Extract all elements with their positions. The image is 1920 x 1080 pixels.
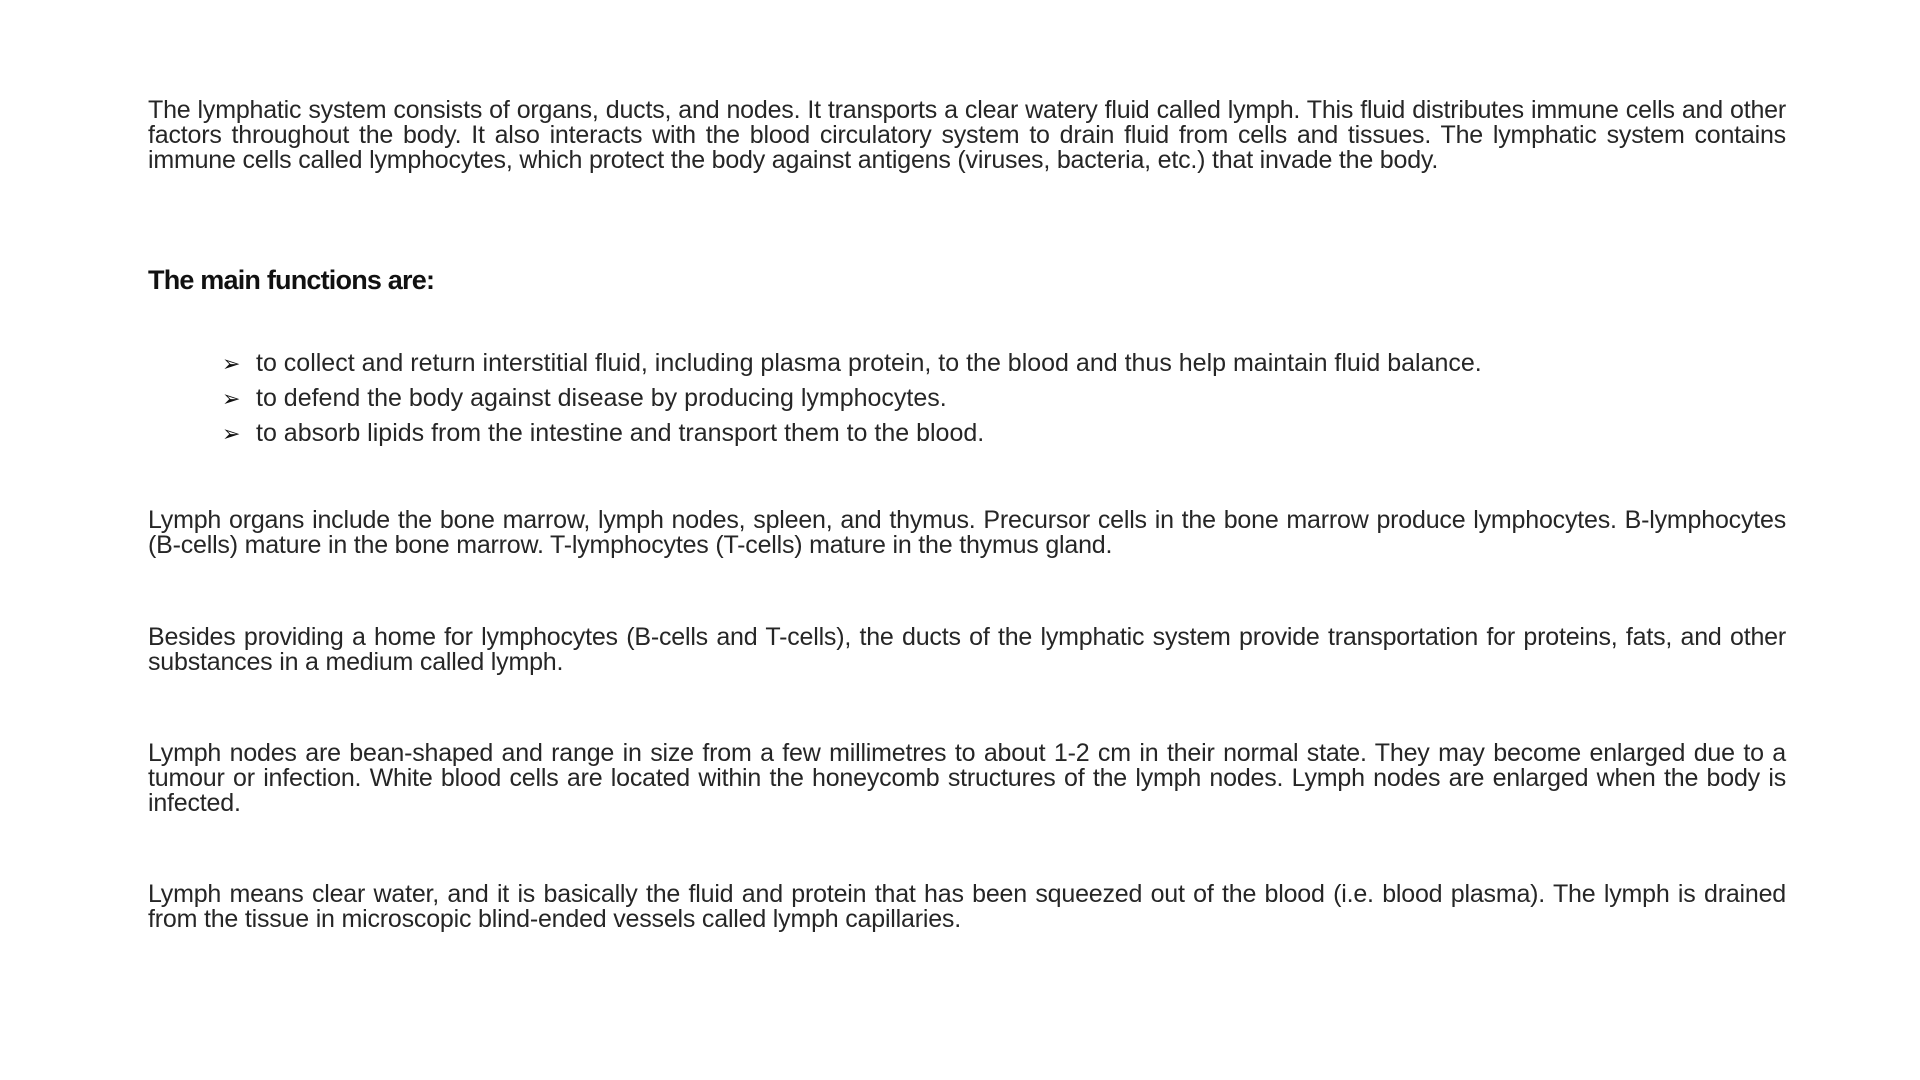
lymph-organs-paragraph: Lymph organs include the bone marrow, lymph nodes, spleen, and thymus. Precursor cells in the bone marrow produce lymphocytes. B-lymphocytes (B-cells) mature in the bone marrow. T-lymphocytes (T-cells) mature in the thymus gland. — [148, 506, 1786, 559]
intro-paragraph: The lymphatic system consists of organs, ducts, and nodes. It transports a clear watery fluid called lymph. This fluid distributes immune cells and other factors throughout the body. It also interacts with the blood circulatory system to drain fluid from cells and tissues. The lymphatic system contains immune cells called lymphocytes, which protect the body against antigens (viruses, bacteria, etc.) that invade the body. — [148, 96, 1786, 174]
function-text: to absorb lipids from the intestine and transport them to the blood. — [256, 419, 985, 447]
functions-heading: The main functions are: — [148, 265, 435, 295]
list-item — [222, 346, 1482, 381]
list-item — [222, 381, 1482, 416]
intro-paragraph-block — [148, 98, 1786, 173]
lymph-means-paragraph: Lymph means clear water, and it is basically the fluid and protein that has been squeezed out of the blood (i.e. blood plasma). The lymph is drained from the tissue in microscopic blind-ended vessels called lymph capillaries. — [148, 880, 1786, 933]
arrow-bullet-icon: ➢ — [222, 386, 241, 411]
list-item — [222, 416, 1482, 451]
function-text: to collect and return interstitial fluid, including plasma protein, to the blood and thus help maintain fluid balance. — [256, 349, 1482, 377]
lymph-organs-block — [148, 508, 1786, 558]
lymph-nodes-block — [148, 741, 1786, 816]
function-text: to defend the body against disease by producing lymphocytes. — [256, 384, 947, 412]
functions-list — [222, 346, 1482, 451]
arrow-bullet-icon: ➢ — [222, 421, 241, 446]
lymph-means-block — [148, 882, 1786, 932]
arrow-bullet-icon: ➢ — [222, 351, 241, 376]
ducts-block — [148, 625, 1786, 675]
ducts-paragraph: Besides providing a home for lymphocytes (B-cells and T-cells), the ducts of the lymphatic system provide transportation for proteins, fats, and other substances in a medium called lymph. — [148, 623, 1786, 676]
lymph-nodes-paragraph: Lymph nodes are bean-shaped and range in size from a few millimetres to about 1-2 cm in their normal state. They may become enlarged due to a tumour or infection. White blood cells are located within the honeycomb structures of the lymph nodes. Lymph nodes are enlarged when the body is infected. — [148, 739, 1786, 817]
